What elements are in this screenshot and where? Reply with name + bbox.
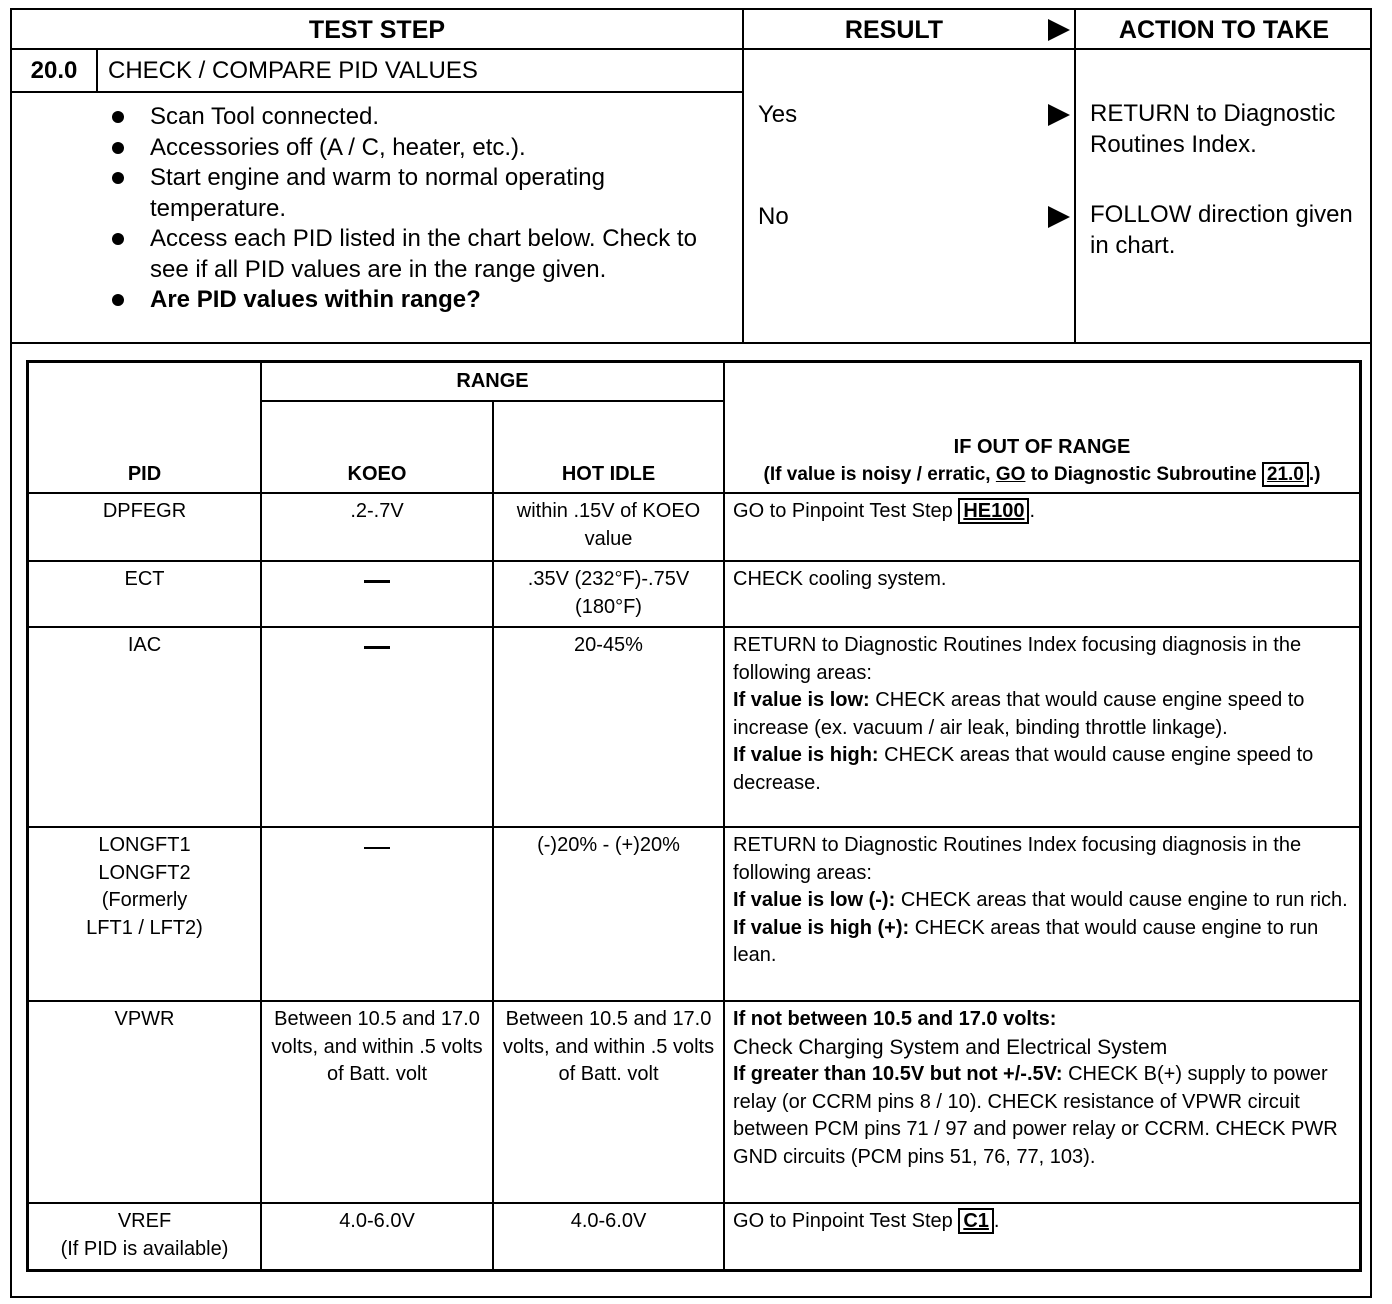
koeo-cell: 4.0-6.0V [261,1203,493,1269]
yes-arrow-icon [1048,104,1070,126]
table-row [29,827,1359,1001]
dash-icon [364,580,390,583]
table-row [29,627,1359,827]
action-cell: GO to Pinpoint Test Step HE100 . [724,493,1359,561]
out-of-range-subtitle: (If value is noisy / erratic, GO to Diagnostic Subroutine 21.0 .) [763,464,1321,485]
table-row [29,561,1359,627]
pinpoint-ref: HE100 [958,498,1029,524]
bullet-icon [112,172,124,184]
subroutine-ref: 21.0 [1262,462,1309,487]
koeo-cell: .2-.7V [261,493,493,561]
list-item: Start engine and warm to normal operating temperature. [108,163,728,224]
hot-idle-cell: Between 10.5 and 17.0 volts, and within .5 volts of Batt. volt [493,1001,724,1203]
hot-idle-column-header: HOT IDLE [493,401,724,493]
koeo-cell [261,827,493,1001]
action-cell: CHECK cooling system. [724,561,1359,627]
pid-column-header: PID [29,363,261,493]
action-no: FOLLOW direction given in chart. [1090,201,1353,259]
col-divider-1 [742,10,744,344]
step-num-divider [96,48,98,92]
action-cell: RETURN to Diagnostic Routines Index focusing diagnosis in the following areas: If value is low: CHECK areas that would cause engine speed to increase (ex. vacuum / air leak, binding throttle linkage). If value is high: CHECK areas that would cause engine speed to decrease. [724,627,1359,827]
pinpoint-ref: C1 [958,1208,994,1234]
col-divider-2 [1074,10,1076,344]
out-of-range-title: IF OUT OF RANGE [953,435,1131,458]
result-yes: Yes [758,101,798,128]
list-item: Scan Tool connected. [108,102,728,133]
hot-idle-cell: 4.0-6.0V [493,1203,724,1269]
hot-idle-cell: (-)20% - (+)20% [493,827,724,1001]
list-item: Access each PID listed in the chart below. Check to see if all PID values are in the range given. [108,224,728,285]
hot-idle-cell: .35V (232°F)-.75V (180°F) [493,561,724,627]
table-row [29,1001,1359,1203]
list-item: Accessories off (A / C, heater, etc.). [108,133,728,164]
test-step-header: TEST STEP [308,15,446,44]
pid-cell: VPWR [29,1001,261,1203]
step-title: CHECK / COMPARE PID VALUES [108,57,478,84]
step-number: 20.0 [30,57,78,84]
result-no: No [758,203,789,230]
pid-cell: ECT [29,561,261,627]
koeo-column-header: KOEO [261,401,493,493]
action-cell: GO to Pinpoint Test Step C1 . [724,1203,1359,1269]
pid-table [29,363,1359,1269]
dash-icon [364,847,390,849]
pid-cell: IAC [29,627,261,827]
dash-icon [364,646,390,649]
pid-range-chart [26,360,1362,1272]
action-cell: RETURN to Diagnostic Routines Index focusing diagnosis in the following areas: If value is low (-): CHECK areas that would cause engine to run rich. If value is high (+): CHECK areas that would cause engine to run lean. [724,827,1359,1001]
table-row [29,493,1359,561]
koeo-cell: Between 10.5 and 17.0 volts, and within .5 volts of Batt. volt [261,1001,493,1203]
koeo-cell [261,561,493,627]
out-of-range-header [724,363,1359,493]
bullet-icon [112,111,124,123]
result-header: RESULT [844,15,944,44]
hot-idle-cell: within .15V of KOEO value [493,493,724,561]
action-cell: If not between 10.5 and 17.0 volts: Check Charging System and Electrical System If greater than 10.5V but not +/-.5V: CHECK B(+) supply to power relay (or CCRM pins 8 / 10). CHECK resistance of VPWR circuit between PCM pins 71 / 97 and power relay or CCRM. CHECK PWR GND circuits (PCM pins 51, 76, 77, 103). [724,1001,1359,1203]
action-header: ACTION TO TAKE [1118,15,1330,44]
pid-cell: DPFEGR [29,493,261,561]
pid-cell: VREF (If PID is available) [29,1203,261,1269]
action-yes: RETURN to Diagnostic Routines Index. [1090,100,1336,158]
range-header: RANGE [261,363,724,401]
title-divider [12,91,742,93]
step-bottom-divider [12,342,1372,344]
step-instructions [108,102,728,316]
bullet-icon [112,142,124,154]
no-arrow-icon [1048,206,1070,228]
pid-cell: LONGFT1 LONGFT2 (Formerly LFT1 / LFT2) [29,827,261,1001]
list-item: Are PID values within range? [108,285,728,316]
koeo-cell [261,627,493,827]
bullet-icon [112,294,124,306]
hot-idle-cell: 20-45% [493,627,724,827]
result-arrow-icon [1048,19,1070,41]
bullet-icon [112,233,124,245]
table-row [29,1203,1359,1269]
test-step-page [10,8,1372,1298]
